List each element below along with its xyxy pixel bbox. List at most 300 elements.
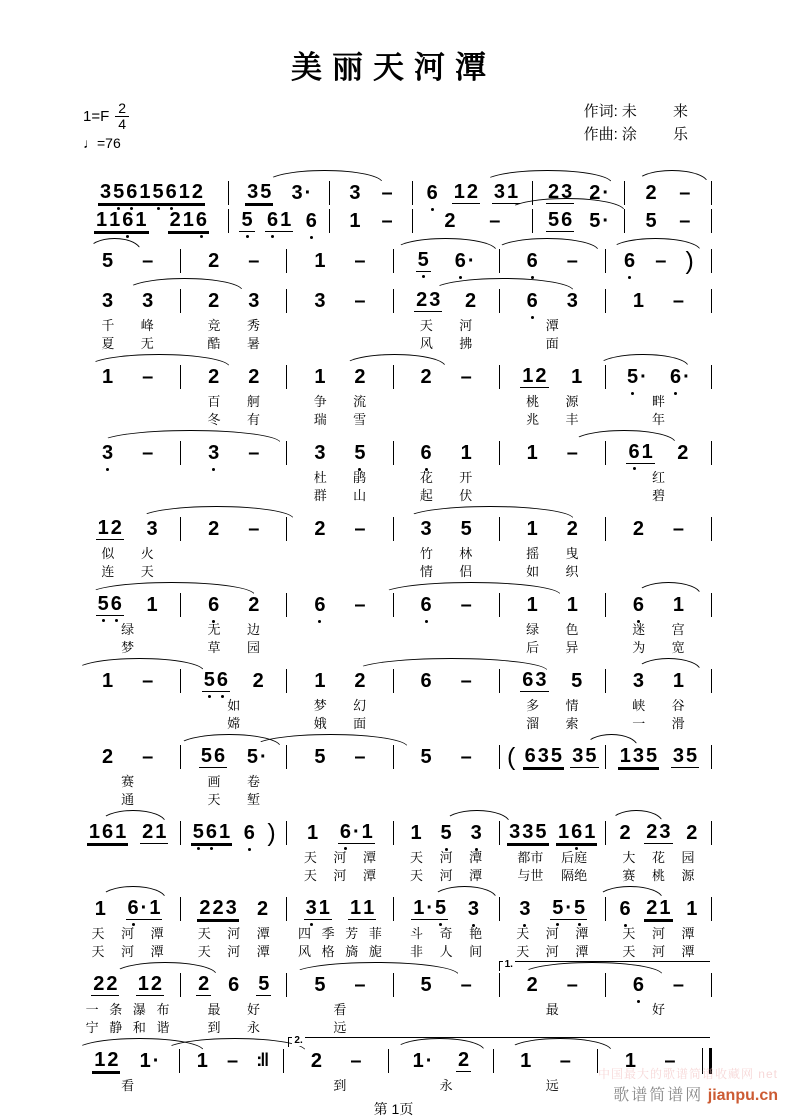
lyric-syllable: 舸: [246, 394, 260, 409]
note-digit: 1: [149, 897, 161, 919]
note-group: [379, 183, 394, 204]
lyric-measure: [75, 1078, 180, 1093]
note-digit: 5: [585, 745, 597, 767]
note-digit: 2: [548, 181, 560, 203]
lyric-spacer: [711, 944, 712, 959]
note-row: [75, 515, 712, 543]
note-digit: 6: [454, 251, 467, 271]
note-digit: 3: [561, 181, 573, 203]
note-row: [75, 743, 712, 771]
lyric-syllable: 花: [419, 470, 433, 485]
lyric-syllable: 风: [419, 336, 433, 351]
note-group: [520, 366, 548, 388]
lyric-measure: [181, 546, 286, 561]
note-group: [100, 251, 115, 272]
lyric-syllable: 一: [632, 716, 646, 731]
lyric-syllable: 潭: [362, 868, 376, 883]
note-group: [140, 291, 155, 312]
note-group: [644, 183, 659, 204]
note-digit: 3: [572, 745, 584, 767]
lyric-row: [75, 698, 712, 713]
note-group: [569, 671, 584, 692]
lyric-spacer: [711, 470, 712, 485]
lyric-spacer: [711, 716, 712, 731]
note-digit: 3: [305, 898, 318, 918]
octave-dot-below: [212, 468, 215, 471]
note-digit: 2: [150, 973, 162, 995]
lyric-syllable: 织: [565, 564, 579, 579]
note-group: [671, 291, 686, 312]
lyric-syllable: 潭: [256, 944, 270, 959]
barline: [711, 289, 712, 313]
note-digit: 3: [493, 181, 506, 203]
measure: [500, 975, 605, 996]
note-group: [565, 975, 580, 996]
note-digit: 2: [686, 821, 698, 844]
note-digit: 5: [645, 209, 657, 232]
note-group: [206, 291, 221, 312]
key-label: 1=F: [83, 107, 110, 125]
system: [75, 809, 712, 883]
lyric-syllable: 桃: [526, 394, 540, 409]
note-digit: 5: [101, 249, 114, 272]
note-digit: 6: [632, 595, 645, 615]
lyric-syllable: 人: [439, 944, 453, 959]
page-title: 美丽天河潭: [291, 50, 496, 85]
note-digit: 6: [524, 745, 536, 767]
note-digit: 3: [518, 899, 531, 919]
note-group: [352, 975, 367, 996]
note-group: [91, 974, 119, 996]
lyric-syllable: 为: [632, 640, 646, 655]
duration-dot: ·: [602, 209, 610, 232]
note-digit: 2: [248, 365, 260, 388]
lyric-syllable: 与世: [517, 868, 544, 883]
note-digit: 1: [659, 897, 671, 919]
octave-dot-below: [106, 468, 109, 471]
note-digit: 2: [464, 289, 477, 312]
note-digit: 1: [632, 289, 644, 312]
lyric-measure: [394, 1020, 499, 1035]
lyric-syllable: 潭: [362, 850, 376, 865]
note-group: [304, 898, 332, 920]
octave-dot-below: [208, 695, 211, 698]
measure: [500, 251, 605, 272]
lyric-measure: [394, 926, 499, 941]
note-digit: 1: [619, 745, 631, 767]
lyric-measure: [75, 622, 180, 637]
system: [75, 353, 712, 427]
lyric-measure: [287, 1020, 392, 1035]
note-digit: 2: [310, 1049, 322, 1072]
lyric-syllable: 永: [246, 1020, 260, 1035]
lyric-measure: [394, 1002, 499, 1017]
credits: [584, 101, 704, 146]
note-group: [439, 823, 454, 844]
measure: [180, 1050, 284, 1072]
note-group: [418, 671, 433, 692]
lyric-spacer: [711, 394, 712, 409]
lyric-measure: [606, 336, 711, 351]
lyric-syllable: 永: [439, 1078, 453, 1093]
note-digit: 1: [314, 669, 326, 692]
lyric-syllable: 河: [439, 868, 453, 883]
lyric-measure: [394, 564, 499, 579]
lyric-measure: [606, 640, 711, 655]
lyric-syllable: 源: [565, 394, 579, 409]
note-group: [684, 823, 699, 844]
lyric-syllable: 千: [101, 318, 115, 333]
note-digit: 2: [646, 821, 658, 843]
note-digit: 1: [526, 441, 538, 464]
note-digit: 2: [444, 209, 456, 232]
lyric-measure: [75, 470, 180, 485]
lyric-measure: [606, 318, 711, 333]
slur-arc: [636, 582, 702, 595]
lyric-syllable: 天: [303, 850, 317, 865]
note-digit: 5: [112, 182, 125, 202]
note-group: [312, 367, 327, 388]
note-digit: 3: [291, 181, 303, 204]
note-digit: 1: [182, 209, 194, 231]
duration-dot: ·: [353, 821, 360, 843]
dash: –: [142, 669, 154, 692]
measure: [287, 595, 392, 616]
note-digit: 1: [584, 821, 596, 843]
note-digit: 1: [453, 181, 465, 203]
lyric-measure: [287, 1078, 392, 1093]
lyric-measure: [75, 336, 180, 351]
measure: [606, 746, 711, 768]
duration-dot: ·: [140, 897, 148, 919]
octave-dot-below: [197, 847, 200, 850]
lyric-measure: [75, 488, 180, 503]
lyric-measure: [500, 716, 605, 731]
lyric-measure: [181, 394, 286, 409]
measure: [181, 974, 286, 996]
lyric-syllable: 侣: [459, 564, 473, 579]
lyric-syllable: 争: [313, 394, 327, 409]
lyric-syllable: 河: [227, 944, 241, 959]
lyric-syllable: 草: [207, 640, 221, 655]
note-group: [517, 899, 532, 920]
note-group: [312, 671, 327, 692]
lyric-syllable: 源: [681, 868, 695, 883]
lyric-syllable: 河: [121, 926, 135, 941]
lyric-syllable: 天: [622, 944, 636, 959]
lyric-syllable: 旖: [345, 944, 359, 959]
note-digit: 1: [363, 897, 375, 919]
lyric-syllable: 河: [651, 926, 665, 941]
note-digit: 3: [672, 745, 685, 767]
octave-dot-below: [115, 619, 118, 622]
time-signature: [115, 101, 129, 131]
note-group: [94, 210, 149, 232]
lyric-syllable: 连: [101, 564, 115, 579]
lyric-syllable: 色: [565, 622, 579, 637]
note-digit: 5: [548, 209, 560, 231]
lyric-syllable: 看: [121, 1078, 135, 1093]
measure: [287, 975, 392, 996]
note-digit: 1: [101, 669, 114, 692]
note-digit: 1: [115, 821, 127, 843]
note-digit: 1: [350, 897, 362, 919]
lyric-syllable: 天: [303, 868, 317, 883]
lyric-syllable: 非: [410, 944, 424, 959]
lyric-syllable: 到: [207, 1020, 221, 1035]
note-digit: 1: [361, 821, 373, 843]
barline: [711, 441, 712, 465]
dash: –: [460, 973, 472, 996]
lyric-measure: [500, 394, 605, 409]
lyric-measure: [394, 1078, 499, 1093]
lyric-syllable: 多: [526, 698, 540, 713]
dash: –: [381, 181, 393, 204]
lyric-syllable: 大: [622, 850, 636, 865]
note-digit: 2: [535, 365, 547, 387]
octave-dot-below: [102, 619, 105, 622]
barline: [711, 897, 712, 921]
watermark: [518, 1065, 778, 1111]
octave-dot-below: [425, 468, 428, 471]
slur-arc: [394, 238, 498, 251]
note-group: [312, 251, 327, 272]
measure: [75, 518, 180, 540]
note-digit: 5: [434, 898, 447, 918]
note-group: [565, 291, 580, 312]
lyric-measure: [287, 470, 392, 485]
measure: [500, 898, 605, 920]
lyric-syllable: 潭: [545, 318, 559, 333]
note-digit: 5: [460, 517, 472, 540]
measure: [394, 747, 499, 768]
dash: –: [142, 249, 154, 272]
lyric-syllable: 边: [246, 622, 260, 637]
note-group: [309, 1051, 324, 1072]
octave-dot-below: [221, 695, 224, 698]
note-digit: 2: [248, 593, 260, 616]
lyric-measure: [606, 792, 711, 807]
note-digit: 5: [550, 745, 562, 767]
note-digit: 1: [672, 593, 685, 616]
repeat-end-sign: :‖: [256, 1050, 268, 1070]
lyric-measure: [394, 394, 499, 409]
lyric-syllable: 山: [353, 488, 367, 503]
measure: [389, 1050, 493, 1072]
lyric-syllable: 季: [321, 926, 335, 941]
lyric-measure: [287, 716, 392, 731]
measure: [75, 822, 180, 844]
note-digit: 6: [623, 251, 636, 271]
system: [75, 505, 712, 579]
lyric-syllable: 开: [459, 470, 473, 485]
lyric-syllable: 流: [353, 394, 367, 409]
measure: [287, 671, 392, 692]
measure: [606, 246, 711, 275]
note-digit: 6: [526, 291, 539, 311]
note-group: [414, 290, 442, 312]
lyric-measure: [181, 868, 286, 883]
tempo-value: =76: [97, 135, 121, 152]
lyric-syllable: 滑: [671, 716, 685, 731]
note-group: [631, 595, 646, 616]
lyric-measure: [181, 1078, 286, 1093]
lyric-syllable: 无: [140, 336, 154, 351]
note-digit: 3: [99, 181, 112, 203]
lyric-spacer: [711, 564, 712, 579]
measure: [394, 367, 499, 388]
lyric-syllable: 格: [321, 944, 335, 959]
lyric-syllable: 丰: [565, 412, 579, 427]
note-row: [75, 439, 712, 467]
lyric-measure: [500, 944, 605, 959]
note-digit: 3: [349, 181, 361, 204]
lyric-spacer: [711, 868, 712, 883]
measure: [500, 595, 605, 616]
measure: [287, 367, 392, 388]
lyric-measure: [606, 412, 711, 427]
note-digit: 6: [243, 823, 256, 843]
lyric-row: [75, 412, 712, 427]
note-group: [256, 974, 271, 996]
note-digit: 6: [305, 211, 318, 231]
note-digit: 6: [266, 210, 279, 230]
lyric-spacer: [711, 926, 712, 941]
lyric-measure: [606, 868, 711, 883]
lyric-measure: [181, 716, 286, 731]
note-digit: 6: [632, 975, 645, 995]
lyric-measure: [500, 1002, 605, 1017]
note-group: [456, 1050, 471, 1072]
note-digit: 5: [420, 973, 432, 996]
lyric-syllable: 群: [313, 488, 327, 503]
note-group: [459, 519, 474, 540]
note-digit: 3: [314, 289, 326, 312]
note-digit: 1: [178, 181, 190, 203]
note-digit: 2: [416, 289, 428, 311]
note-digit: 5: [246, 745, 258, 768]
lyric-syllable: 情: [565, 698, 579, 713]
note-digit: 2: [191, 181, 203, 203]
note-group: [136, 974, 164, 996]
dash: –: [672, 289, 685, 312]
note-group: [525, 291, 540, 312]
note-digit: 2: [619, 821, 631, 844]
volta-label: 2.: [294, 1035, 303, 1046]
system: [75, 169, 712, 235]
system: [75, 657, 712, 731]
measure: [287, 291, 392, 312]
note-group: [251, 671, 266, 692]
lyricist-label: 作词:: [583, 103, 618, 120]
lyric-syllable: 天: [516, 926, 530, 941]
barline: [711, 745, 712, 769]
note-group: [556, 822, 597, 844]
slur-arc: [75, 658, 204, 671]
note-digit: 6: [561, 209, 573, 231]
note-digit: 5: [97, 594, 110, 614]
duration-dot: ·: [602, 181, 610, 204]
note-group: [418, 747, 433, 768]
note-digit: 6: [101, 821, 114, 843]
note-group: [418, 595, 433, 616]
note-row: [75, 207, 712, 235]
lyric-syllable: 拂: [459, 336, 473, 351]
dash: –: [672, 517, 685, 540]
lyric-syllable: 起: [419, 488, 433, 503]
note-digit: 3: [101, 443, 114, 463]
slur-arc: [636, 658, 702, 671]
note-digit: 6: [207, 595, 220, 615]
octave-dot-below: [472, 924, 475, 927]
note-group: [144, 519, 159, 540]
lyric-syllable: 嫦: [227, 716, 241, 731]
lyric-row: [75, 640, 712, 655]
barline: [711, 517, 712, 541]
lyric-syllable: 河: [333, 850, 347, 865]
lyric-measure: [181, 318, 286, 333]
note-group: [100, 671, 115, 692]
measure: [625, 183, 711, 204]
lyric-syllable: 最: [545, 1002, 559, 1017]
key-signature: [83, 101, 129, 151]
lyric-measure: [287, 698, 392, 713]
lyric-measure: [287, 944, 392, 959]
measure: [394, 250, 499, 272]
watermark-domain: jianpu.cn: [707, 1087, 778, 1104]
note-group: [352, 595, 367, 616]
barline: [711, 593, 712, 617]
note-group: [246, 519, 261, 540]
lyric-measure: [606, 564, 711, 579]
note-digit: 3: [659, 821, 671, 843]
quarter-note-icon: ♩: [83, 135, 97, 152]
slur-arc: [355, 658, 548, 671]
note-group: [206, 251, 221, 272]
note-group: [96, 518, 124, 540]
note-group: [618, 746, 659, 768]
measure: [394, 519, 499, 540]
lyric-syllable: 天: [516, 944, 530, 959]
note-digit: 1: [196, 1049, 208, 1072]
measure: [75, 671, 180, 692]
lyric-syllable: 如: [227, 698, 241, 713]
lyric-measure: [394, 716, 499, 731]
note-group: [312, 595, 327, 616]
lyric-row: [75, 546, 712, 561]
octave-dot-below: [445, 848, 448, 851]
octave-dot-below: [132, 923, 135, 926]
note-group: [347, 183, 362, 204]
lyric-row: [75, 850, 712, 865]
note-group: [100, 291, 115, 312]
note-digit: 5: [551, 898, 564, 918]
barline: [711, 249, 712, 273]
note-digit: 2: [566, 517, 578, 540]
note-digit: 3: [146, 517, 158, 540]
lyric-row: [75, 1002, 712, 1017]
octave-dot-below: [674, 392, 677, 395]
lyric-syllable: 河: [227, 926, 241, 941]
lyric-syllable: 梦: [313, 698, 327, 713]
note-group: [93, 899, 108, 920]
note-group: [408, 823, 423, 844]
lyric-row: [75, 318, 712, 333]
lyric-syllable: 鹃: [353, 470, 367, 485]
lyric-syllable: 无: [207, 622, 221, 637]
note-group: [459, 595, 474, 616]
lyric-measure: [500, 850, 605, 865]
